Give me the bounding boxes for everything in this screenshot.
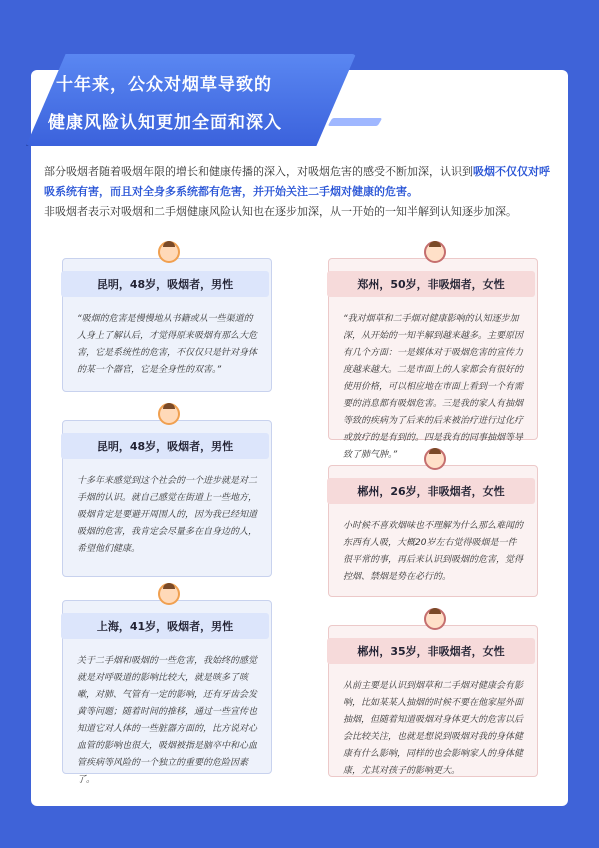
quote-card-shanghai — [62, 600, 272, 785]
card-quote: 十多年来感觉到这个社会的一个进步就是对二手烟的认识。就自己感觉在街道上一些地方，吸烟肯定是要避开周围人的，因为我已经知道吸烟的危害，我肯定会尽量多在自身边的人，希望他们健康。 — [77, 476, 258, 554]
quote-card-kunming-1 — [62, 258, 272, 392]
female-avatar-icon — [424, 241, 446, 263]
quote-card-chenzhou-2 — [328, 625, 538, 777]
intro-text — [44, 162, 556, 222]
male-avatar-icon — [158, 403, 180, 425]
card-quote: “我对烟草和二手烟对健康影响的认知逐步加深，从开始的一知半解到越来越多。主要原因有几个方面：一是媒体对于吸烟危害的宣传力度越来越大。二是市面上的人家都会有很好的使用价格，可以相应地在市面上看到一个有需要的消息都有吸烟危害。三是我的家人有抽烟等致的疾病为了后来的后来被治疗进行过化疗或放疗的是有到的。四是我有的同事抽烟等导致了肺气肿。” — [343, 314, 524, 460]
intro-highlight: 吸烟不仅仅对呼吸系统有害，而且对全身多系统都有危害，并开始关注二手烟对健康的危害。 — [44, 165, 550, 198]
banner-title-line-2: 健康风险认知更加全面和深入 — [48, 113, 282, 133]
card-title: 郴州，26岁，非吸烟者，女性 — [327, 478, 535, 504]
male-avatar-icon — [158, 583, 180, 605]
card-quote: 关于二手烟和吸烟的一些危害，我始终的感觉就是对呼吸道的影响比较大，就是咳多了咳嗽，对肺、气管有一定的影响，还有牙齿会发黄等问题；随着时间的推移，通过一些宣传也知道它对人体的一些脏器方面的，比方说对心血管的影响也很大，吸烟被指是脑卒中和心血管疾病等风险的一个独立的重要的危险因素了。 — [77, 656, 258, 785]
card-quote: “吸烟的危害是慢慢地从书籍或从一些渠道的人身上了解认后，才觉得原来吸烟有那么大危害，它是系统性的危害，不仅仅只是针对身体的某一个器官，它是全身性的双害。” — [77, 314, 258, 375]
quote-card-chenzhou-1 — [328, 465, 538, 597]
decorative-stripe — [328, 118, 383, 126]
female-avatar-icon — [424, 608, 446, 630]
card-quote: 从前主要是认识到烟草和二手烟对健康会有影响，比如某某人抽烟的时候不要在他家屋外面抽烟，但随着知道吸烟对身体更大的危害以后会比较关注，也就是想说到吸烟对我的身体健康有什么影响，同样的也会影响家人的身体健康，尤其对孩子的影响更大。 — [343, 681, 524, 776]
card-title: 郴州，35岁，非吸烟者，女性 — [327, 638, 535, 664]
quote-card-zhengzhou — [328, 258, 538, 460]
male-avatar-icon — [158, 241, 180, 263]
card-title: 昆明，48岁，吸烟者，男性 — [61, 271, 269, 297]
intro-paragraph-1: 部分吸烟者随着吸烟年限的增长和健康传播的深入，对吸烟危害的感受不断加深，认识到 — [44, 165, 473, 178]
banner-title-line-1: 十年来，公众对烟草导致的 — [56, 75, 272, 95]
card-title: 郑州，50岁，非吸烟者，女性 — [327, 271, 535, 297]
card-title: 上海，41岁，吸烟者，男性 — [61, 613, 269, 639]
female-avatar-icon — [424, 448, 446, 470]
card-title: 昆明，48岁，吸烟者，男性 — [61, 433, 269, 459]
quote-card-kunming-2 — [62, 420, 272, 577]
intro-paragraph-2: 非吸烟者表示对吸烟和二手烟健康风险认知也在逐步加深，从一开始的一知半解到认知逐步加深。 — [44, 205, 517, 218]
card-quote: 小时候不喜欢烟味也不理解为什么那么难闻的东西有人吸，大概20岁左右觉得吸烟是一件很平常的事，再后来认识到吸烟的危害，觉得控烟、禁烟是势在必行的。 — [343, 521, 524, 582]
